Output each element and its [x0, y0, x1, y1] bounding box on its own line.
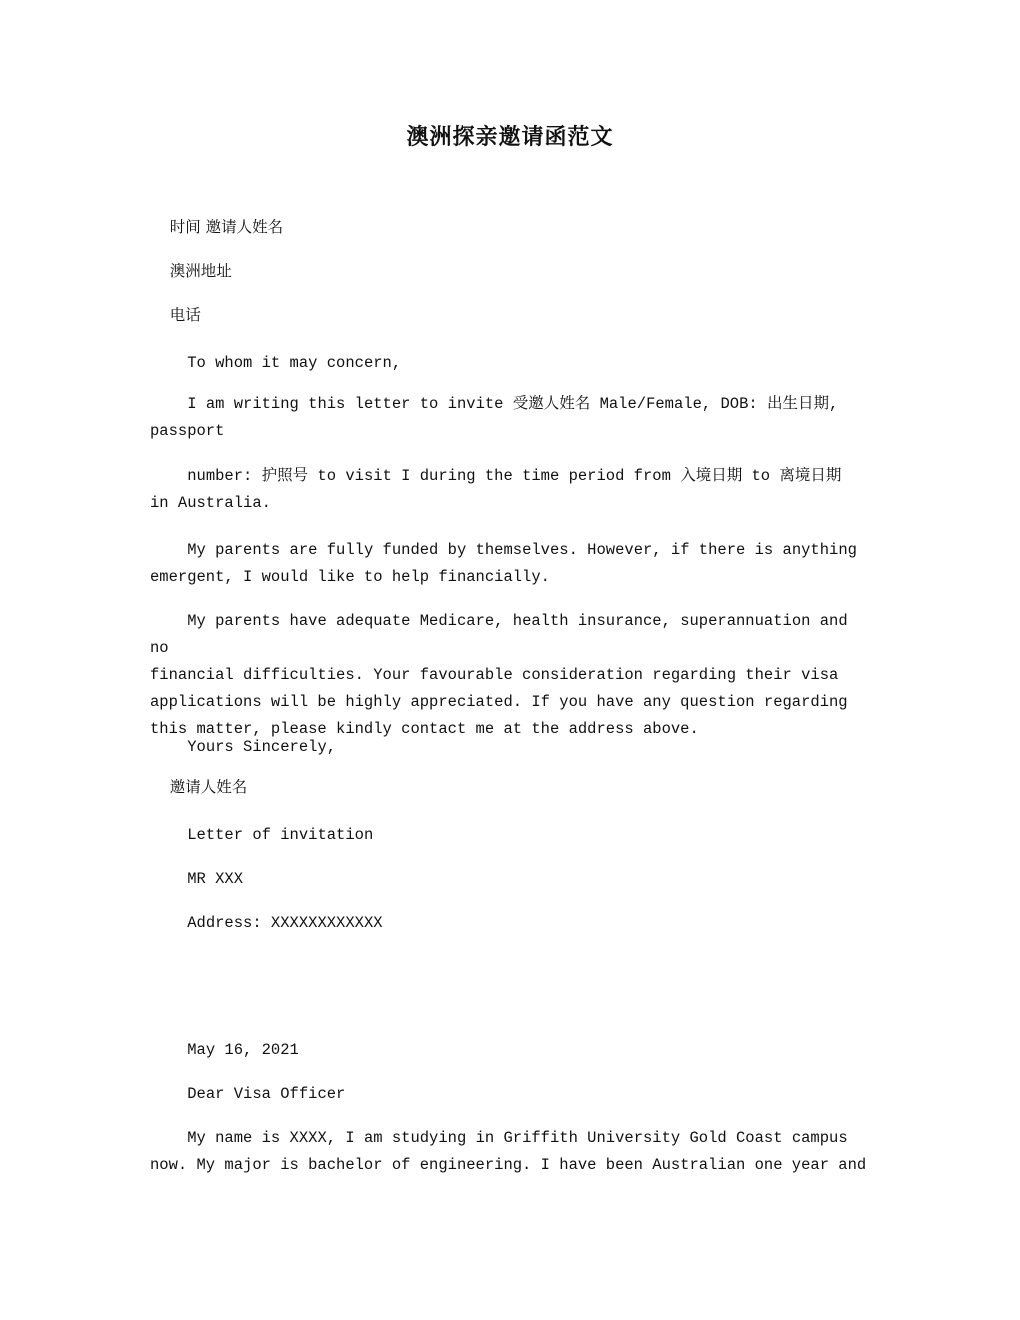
header-australia-address: 澳洲地址: [150, 262, 232, 280]
paragraph-insurance: My parents have adequate Medicare, health insurance, superannuation and no financial difficulties. Your favourable consideration regarding their visa applications will be highly appreciated. If you have any question regarding this matter, please kindly contact me at the address above.: [150, 612, 848, 738]
letter-label: Letter of invitation: [150, 826, 374, 844]
sender-address: Address: XXXXXXXXXXXX: [150, 914, 383, 932]
document-title: 澳洲探亲邀请函范文: [406, 124, 614, 150]
sender-name: MR XXX: [150, 870, 244, 888]
paragraph-student-intro: My name is XXXX, I am studying in Griffith University Gold Coast campus now. My major is bachelor of engineering. I have been Australian one year and: [150, 1129, 867, 1174]
paragraph-passport-visit: number: 护照号 to visit I during the time period from 入境日期 to 离境日期 in Australia.: [150, 467, 842, 512]
header-time-inviter-name: 时间 邀请人姓名: [150, 218, 284, 236]
paragraph-invite: I am writing this letter to invite 受邀人姓名 Male/Female, DOB: 出生日期, passport: [150, 395, 839, 440]
paragraph-funding: My parents are fully funded by themselves. However, if there is anything emergent, I would like to help financially.: [150, 541, 857, 586]
salutation: To whom it may concern,: [150, 354, 402, 372]
second-salutation: Dear Visa Officer: [150, 1085, 346, 1103]
letter-date: May 16, 2021: [150, 1041, 299, 1059]
signature-inviter-name: 邀请人姓名: [150, 778, 248, 796]
header-phone: 电话: [150, 306, 201, 324]
closing: Yours Sincerely,: [150, 738, 337, 756]
